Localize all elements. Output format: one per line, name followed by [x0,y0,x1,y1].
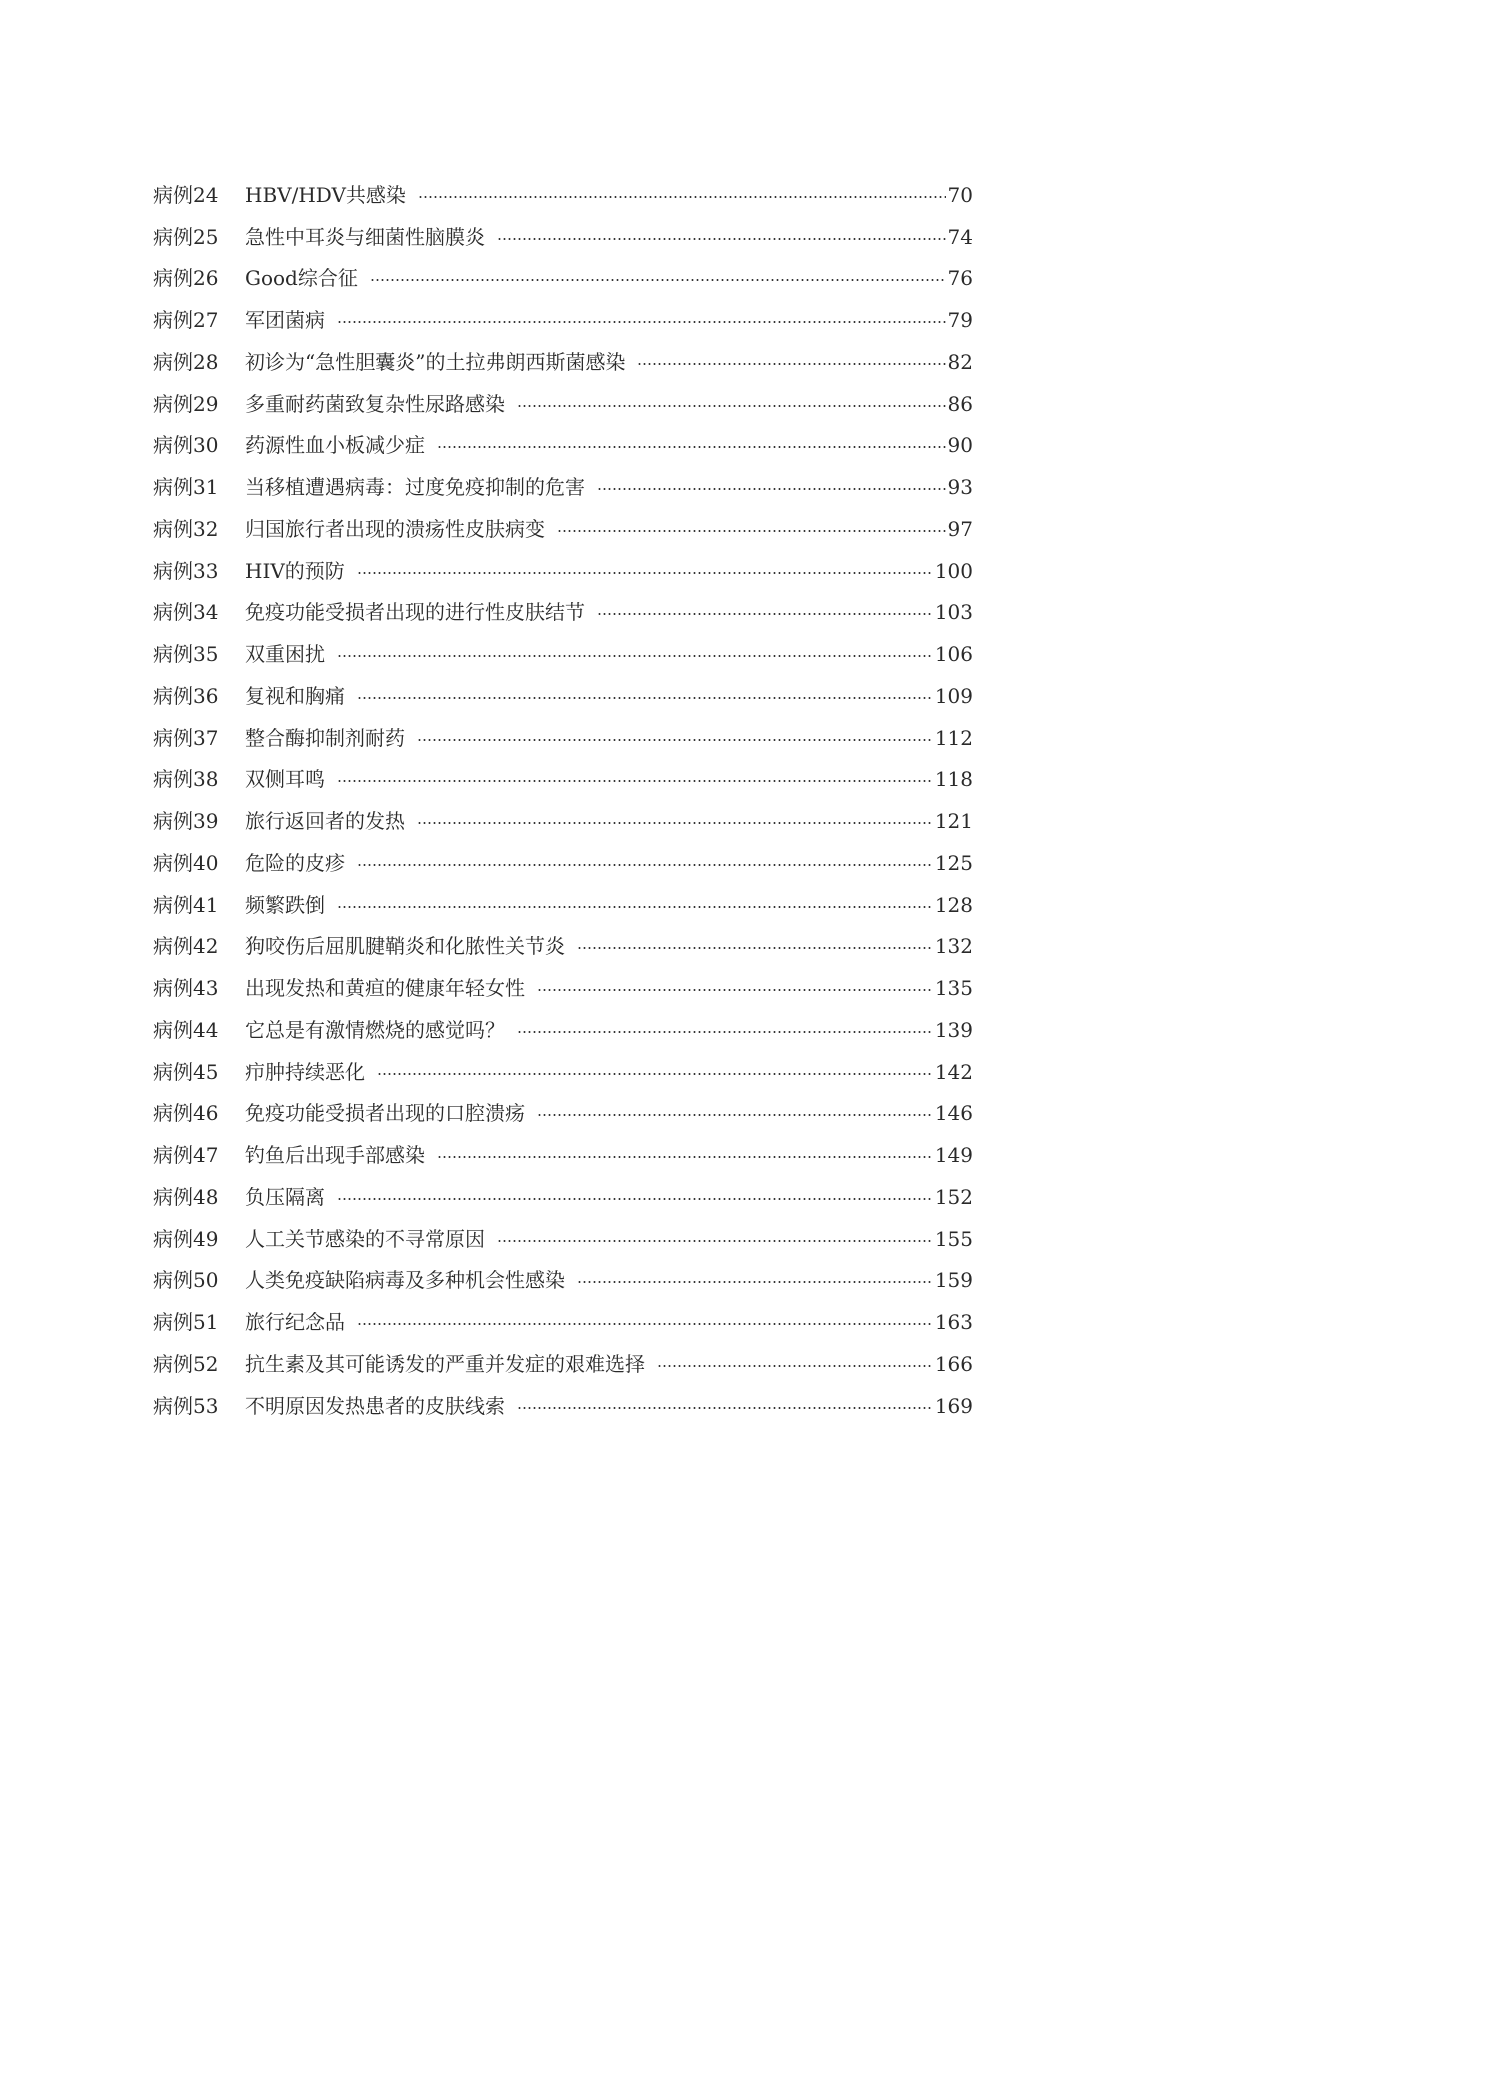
case-title: 钓鱼后出现手部感染 [245,1145,425,1166]
case-number: 病例34 [153,600,219,625]
toc-entry[interactable] [153,1301,973,1343]
page-number: 125 [934,850,973,875]
case-number: 病例52 [153,1351,219,1376]
dot-leader [337,321,946,323]
toc-entry[interactable] [153,383,973,425]
page-number: 135 [934,976,973,1001]
toc-entry[interactable] [153,717,973,759]
dot-leader [417,739,933,741]
toc-entry[interactable] [153,1093,973,1135]
case-number: 病例50 [153,1268,219,1293]
page-number: 93 [947,475,973,500]
toc-entry[interactable] [153,884,973,926]
page-number: 103 [934,600,973,625]
case-number: 病例38 [153,767,219,792]
case-number: 病例47 [153,1143,219,1168]
case-title: 急性中耳炎与细菌性脑膜炎 [245,226,485,247]
case-title: 出现发热和黄疸的健康年轻女性 [245,978,525,999]
page-number: 86 [947,391,973,416]
case-title: 初诊为“急性胆囊炎”的土拉弗朗西斯菌感染 [245,351,626,372]
toc-entry[interactable] [153,1134,973,1176]
page-number: 128 [934,892,973,917]
dot-leader [437,446,946,448]
case-title: HIV的预防 [245,560,345,581]
case-number: 病例41 [153,892,219,917]
dot-leader [418,196,946,198]
dot-leader [437,1156,933,1158]
case-title: 人工关节感染的不寻常原因 [245,1228,485,1249]
case-number: 病例51 [153,1310,219,1335]
dot-leader [657,1365,933,1367]
case-number: 病例27 [153,308,219,333]
case-title: Good综合征 [245,268,358,289]
case-title: 药源性血小板减少症 [245,435,425,456]
toc-entry[interactable] [153,1176,973,1218]
dot-leader [497,238,946,240]
toc-entry[interactable] [153,967,973,1009]
case-title: 狗咬伤后屈肌腱鞘炎和化脓性关节炎 [245,936,565,957]
dot-leader [357,697,933,699]
dot-leader [357,1323,933,1325]
dot-leader [337,780,933,782]
page-number: 112 [934,725,973,750]
page-number: 79 [947,308,973,333]
case-title: 它总是有激情燃烧的感觉吗？ [245,1019,505,1040]
toc-entry[interactable] [153,299,973,341]
page-number: 109 [934,683,973,708]
dot-leader [537,989,933,991]
page-number: 76 [947,266,973,291]
case-number: 病例45 [153,1059,219,1084]
toc-entry[interactable] [153,1051,973,1093]
toc-entry[interactable] [153,1260,973,1302]
case-number: 病例36 [153,683,219,708]
toc-entry[interactable] [153,174,973,216]
toc-entry[interactable] [153,425,973,467]
toc-entry[interactable] [153,258,973,300]
case-title: 当移植遭遇病毒：过度免疫抑制的危害 [245,477,585,498]
case-number: 病例35 [153,642,219,667]
case-title: 双重困扰 [245,644,325,665]
case-number: 病例33 [153,558,219,583]
toc-entry[interactable] [153,508,973,550]
case-number: 病例26 [153,266,219,291]
case-number: 病例29 [153,391,219,416]
page-number: 169 [934,1393,973,1418]
case-number: 病例46 [153,1101,219,1126]
dot-leader [597,488,946,490]
dot-leader [517,405,946,407]
case-title: 复视和胸痛 [245,685,345,706]
case-number: 病例25 [153,224,219,249]
toc-entry[interactable] [153,1385,973,1427]
case-number: 病例39 [153,809,219,834]
dot-leader [497,1240,933,1242]
toc-entry[interactable] [153,800,973,842]
case-number: 病例28 [153,349,219,374]
case-number: 病例49 [153,1226,219,1251]
page-number: 82 [947,349,973,374]
dot-leader [337,655,933,657]
toc-entry[interactable] [153,216,973,258]
dot-leader [417,822,933,824]
dot-leader [537,1114,933,1116]
case-title: 军团菌病 [245,310,325,331]
dot-leader [637,363,945,365]
dot-leader [597,613,933,615]
dot-leader [517,1031,933,1033]
table-of-contents [153,174,973,1427]
dot-leader [337,906,933,908]
toc-entry[interactable] [153,550,973,592]
dot-leader [370,279,946,281]
page-number: 163 [934,1310,973,1335]
page-number: 142 [934,1059,973,1084]
case-title: 疖肿持续恶化 [245,1061,365,1082]
case-number: 病例37 [153,725,219,750]
case-title: 免疫功能受损者出现的进行性皮肤结节 [245,602,585,623]
case-title: 免疫功能受损者出现的口腔溃疡 [245,1103,525,1124]
toc-entry[interactable] [153,633,973,675]
page-number: 121 [934,809,973,834]
page-number: 70 [947,182,973,207]
toc-entry[interactable] [153,675,973,717]
case-title: 危险的皮疹 [245,852,345,873]
case-number: 病例30 [153,433,219,458]
page-number: 132 [934,934,973,959]
case-number: 病例48 [153,1184,219,1209]
case-title: 负压隔离 [245,1186,325,1207]
page-number: 118 [934,767,973,792]
case-title: 不明原因发热患者的皮肤线索 [245,1395,505,1416]
case-title: 归国旅行者出现的溃疡性皮肤病变 [245,518,545,539]
dot-leader [357,864,933,866]
dot-leader [357,572,933,574]
page-number: 74 [947,224,973,249]
case-number: 病例42 [153,934,219,959]
toc-entry[interactable] [153,341,973,383]
page-number: 90 [947,433,973,458]
page-number: 159 [934,1268,973,1293]
dot-leader [557,530,946,532]
toc-entry[interactable] [153,759,973,801]
toc-entry[interactable] [153,926,973,968]
case-number: 病例24 [153,182,219,207]
page-number: 100 [934,558,973,583]
page-number: 146 [934,1101,973,1126]
page-number: 149 [934,1143,973,1168]
case-title: 频繁跌倒 [245,894,325,915]
case-number: 病例32 [153,516,219,541]
case-title: 人类免疫缺陷病毒及多种机会性感染 [245,1270,565,1291]
dot-leader [337,1198,933,1200]
toc-entry[interactable] [153,842,973,884]
page-number: 139 [934,1017,973,1042]
page-number: 166 [934,1351,973,1376]
case-number: 病例44 [153,1017,219,1042]
case-number: 病例31 [153,475,219,500]
case-number: 病例53 [153,1393,219,1418]
toc-entry[interactable] [153,1343,973,1385]
case-title: 旅行纪念品 [245,1312,345,1333]
page-number: 106 [934,642,973,667]
dot-leader [577,1281,933,1283]
case-title: 多重耐药菌致复杂性尿路感染 [245,393,505,414]
page-number: 155 [934,1226,973,1251]
case-number: 病例43 [153,976,219,1001]
toc-entry[interactable] [153,592,973,634]
case-number: 病例40 [153,850,219,875]
case-title: 整合酶抑制剂耐药 [245,727,405,748]
toc-entry[interactable] [153,1218,973,1260]
toc-entry[interactable] [153,1009,973,1051]
dot-leader [577,947,933,949]
case-title: 旅行返回者的发热 [245,811,405,832]
dot-leader [517,1407,933,1409]
case-title: 双侧耳鸣 [245,769,325,790]
page-number: 97 [947,516,973,541]
dot-leader [377,1073,933,1075]
case-title: HBV/HDV共感染 [245,184,406,205]
case-title: 抗生素及其可能诱发的严重并发症的艰难选择 [245,1353,645,1374]
toc-entry[interactable] [153,466,973,508]
page-number: 152 [934,1184,973,1209]
